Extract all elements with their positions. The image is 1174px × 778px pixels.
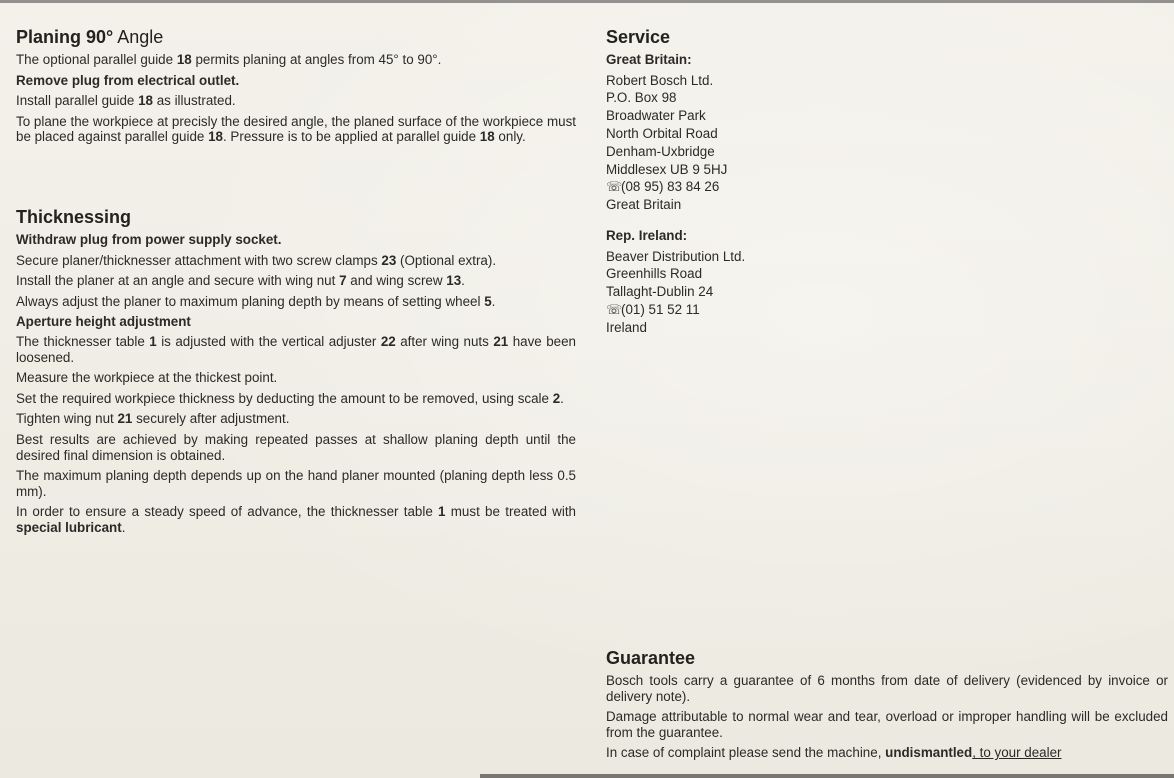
address-line: Beaver Distribution Ltd. xyxy=(606,248,746,264)
guarantee-section xyxy=(606,647,1168,766)
guarantee-paragraph-1: Bosch tools carry a guarantee of 6 months from date of delivery (evidenced by invoice or delivery note). xyxy=(606,673,1168,704)
service-great-britain xyxy=(606,52,1168,214)
guarantee-title: Guarantee xyxy=(606,648,696,668)
thicknessing-paragraph-3: Always adjust the planer to maximum planing depth by means of setting wheel 5. xyxy=(16,293,496,309)
address-line: Greenhills Road xyxy=(606,266,703,282)
top-edge-line xyxy=(0,0,1174,3)
service-ireland xyxy=(606,228,1168,337)
thicknessing-paragraph-8: Best results are achieved by making repeated passes at shallow planing depth until the desired final dimension is obtained. xyxy=(16,431,576,463)
thicknessing-paragraph-2: Install the planer at an angle and secure with wing nut 7 and wing screw 13. xyxy=(16,273,465,289)
address-line: Middlesex UB 9 5HJ xyxy=(606,161,728,177)
right-column xyxy=(606,26,1168,351)
guarantee-paragraph-3: In case of complaint please send the machine, undismantled, to your dealer xyxy=(606,745,1062,761)
thicknessing-paragraph-7: Tighten wing nut 21 securely after adjustment. xyxy=(16,411,290,427)
gb-address xyxy=(606,72,1168,214)
ie-country: Ireland xyxy=(606,319,647,335)
address-line: Robert Bosch Ltd. xyxy=(606,72,714,88)
planing-warning: Remove plug from electrical outlet. xyxy=(16,72,240,88)
thicknessing-paragraph-9: The maximum planing depth depends up on the hand planer mounted (planing depth less 0.5 mm). xyxy=(16,468,576,499)
telephone-icon: ☏ xyxy=(606,179,623,195)
address-line: P.O. Box 98 xyxy=(606,90,677,106)
planing-paragraph-3: To plane the workpiece at precisly the desired angle, the planed surface of the workpiece must be placed against parallel guide 18. Pressure is to be applied at parallel guide 18 only. xyxy=(16,113,576,145)
address-line: Broadwater Park xyxy=(606,108,706,124)
thicknessing-paragraph-4: The thicknesser table 1 is adjusted with the vertical adjuster 22 after wing nuts 21 have been loosened. xyxy=(16,333,576,365)
thicknessing-paragraph-1: Secure planer/thicknesser attachment with two screw clamps 23 (Optional extra). xyxy=(16,252,497,268)
planing-section xyxy=(16,26,576,145)
planing-title: Planing 90° Angle xyxy=(16,27,164,47)
address-line: Denham-Uxbridge xyxy=(606,143,715,159)
thicknessing-paragraph-10: In order to ensure a steady speed of advance, the thicknesser table 1 must be treated with special lubricant. xyxy=(16,504,576,535)
address-line: Tallaght-Dublin 24 xyxy=(606,284,714,300)
thicknessing-paragraph-6: Set the required workpiece thickness by deducting the amount to be removed, using scale 2. xyxy=(16,390,564,406)
planing-paragraph-1: The optional parallel guide 18 permits planing at angles from 45° to 90°. xyxy=(16,52,442,67)
ie-phone: ☏(01) 51 52 11 xyxy=(606,301,700,317)
aperture-subheading: Aperture height adjustment xyxy=(16,314,191,330)
thicknessing-section xyxy=(16,206,576,536)
bottom-edge-line xyxy=(480,774,1174,778)
service-title: Service xyxy=(606,27,671,47)
thicknessing-title: Thicknessing xyxy=(16,206,132,227)
guarantee-paragraph-2: Damage attributable to normal wear and tear, overload or improper handling will be excluded from the guarantee. xyxy=(606,709,1168,740)
left-column xyxy=(16,26,576,540)
gb-country: Great Britain xyxy=(606,197,682,213)
thicknessing-paragraph-5: Measure the workpiece at the thickest point. xyxy=(16,370,278,386)
gb-phone: ☏(08 95) 83 84 26 xyxy=(606,179,720,195)
ie-address xyxy=(606,248,1168,337)
gb-label: Great Britain: xyxy=(606,52,692,67)
telephone-icon: ☏ xyxy=(606,301,623,317)
thicknessing-warning: Withdraw plug from power supply socket. xyxy=(16,231,282,247)
ie-label: Rep. Ireland: xyxy=(606,227,688,243)
planing-paragraph-2: Install parallel guide 18 as illustrated. xyxy=(16,93,236,109)
service-section xyxy=(606,26,1168,337)
address-line: North Orbital Road xyxy=(606,125,718,141)
